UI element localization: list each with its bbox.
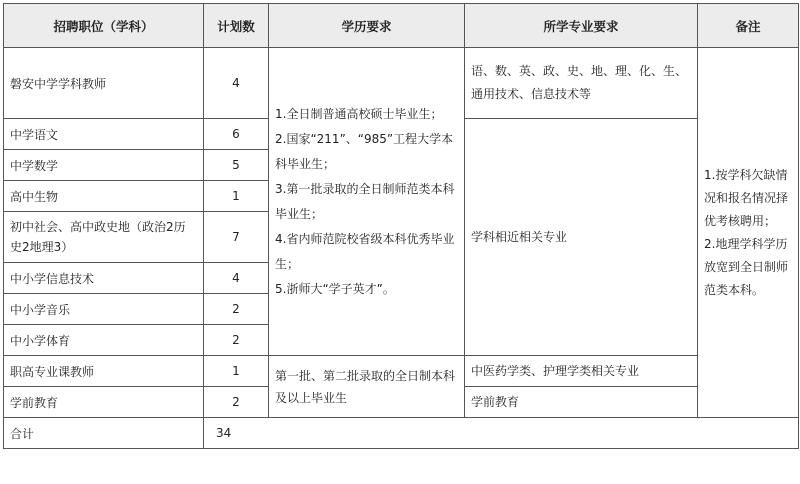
total-row: [4, 418, 799, 449]
education-item: 2.国家“211”、“985”工程大学本科毕业生；: [275, 131, 454, 171]
table-row: [4, 48, 799, 119]
header-major: 所学专业要求: [465, 4, 698, 48]
count-cell: 6: [204, 119, 269, 150]
count-cell: 2: [204, 387, 269, 418]
header-note: 备注: [698, 4, 799, 48]
position-cell: 中学语文: [4, 119, 204, 150]
education-item: 5.浙师大“学子英才”。: [275, 281, 395, 296]
position-cell: 初中社会、高中政史地（政治2历史2地理3）: [4, 212, 204, 263]
position-cell: 中学数学: [4, 150, 204, 181]
major-cell: 学前教育: [465, 387, 698, 418]
position-cell: 中小学体育: [4, 325, 204, 356]
total-label: 合计: [4, 418, 204, 449]
header-row: [4, 4, 799, 48]
count-cell: 5: [204, 150, 269, 181]
education-item: 4.省内师范院校省级本科优秀毕业生；: [275, 231, 455, 271]
count-cell: 4: [204, 48, 269, 119]
count-cell: 2: [204, 294, 269, 325]
position-cell: 学前教育: [4, 387, 204, 418]
position-cell: 高中生物: [4, 181, 204, 212]
header-position: 招聘职位（学科）: [4, 4, 204, 48]
education-item: 1.全日制普通高校硕士毕业生；: [275, 106, 443, 121]
recruitment-table: [3, 3, 799, 449]
education-requirement-2: 第一批、第二批录取的全日制本科及以上毕业生: [269, 356, 465, 418]
note-item: 2.地理学科学历放宽到全日制师范类本科。: [704, 236, 789, 297]
education-requirement-1: [269, 48, 465, 356]
count-cell: 1: [204, 356, 269, 387]
major-cell: 中医药学类、护理学类相关专业: [465, 356, 698, 387]
count-cell: 1: [204, 181, 269, 212]
header-education: 学历要求: [269, 4, 465, 48]
count-cell: 4: [204, 263, 269, 294]
position-cell: 中小学信息技术: [4, 263, 204, 294]
note-item: 1.按学科欠缺情况和报名情况择优考核聘用；: [704, 167, 789, 228]
position-cell: 中小学音乐: [4, 294, 204, 325]
position-cell: 职高专业课教师: [4, 356, 204, 387]
position-cell: 磐安中学学科教师: [4, 48, 204, 119]
major-cell: 语、数、英、政、史、地、理、化、生、通用技术、信息技术等: [465, 48, 698, 119]
count-cell: 7: [204, 212, 269, 263]
note-cell: [698, 48, 799, 418]
header-count: 计划数: [204, 4, 269, 48]
table-row: [4, 356, 799, 387]
total-value: 34: [204, 418, 799, 449]
major-cell: 学科相近相关专业: [465, 119, 698, 356]
education-item: 3.第一批录取的全日制师范类本科毕业生；: [275, 181, 455, 221]
count-cell: 2: [204, 325, 269, 356]
